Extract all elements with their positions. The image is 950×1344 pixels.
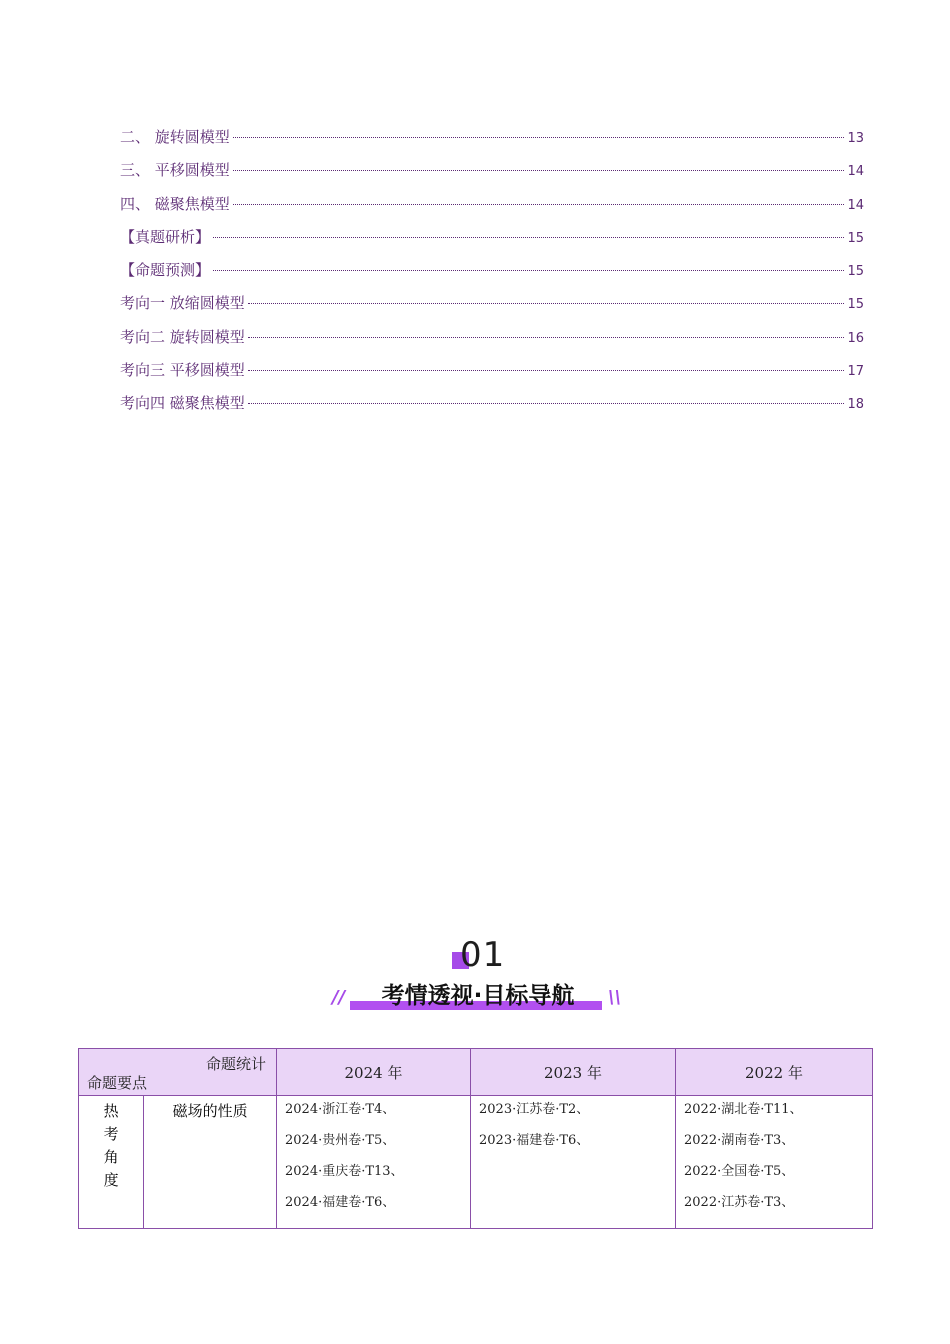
toc-leader-dots — [233, 137, 845, 138]
toc-entry[interactable] — [120, 359, 864, 392]
exam-ref: 2024·福建卷·T6、 — [285, 1195, 396, 1210]
toc-label: 【真题研析】 — [120, 227, 211, 246]
year-header: 2023 年 — [471, 1049, 676, 1096]
toc-leader-dots — [233, 170, 845, 171]
toc-leader-dots — [248, 403, 845, 404]
year-header: 2024 年 — [277, 1049, 471, 1096]
toc-page-number: 17 — [847, 364, 864, 380]
exam-ref: 2022·湖北卷·T11、 — [684, 1102, 803, 1117]
toc-page-number: 18 — [847, 397, 864, 413]
exam-ref: 2024·贵州卷·T5、 — [285, 1133, 396, 1148]
toc-entry[interactable] — [120, 292, 864, 325]
exam-ref: 2022·湖南卷·T3、 — [684, 1133, 795, 1148]
topic-cell: 磁场的性质 — [144, 1096, 277, 1229]
toc-label: 二、 旋转圆模型 — [120, 128, 230, 146]
double-slash-right-icon: \\ — [608, 987, 622, 1008]
toc-entry[interactable] — [120, 326, 864, 359]
toc-page-number: 16 — [847, 330, 864, 346]
refs-2024-cell — [277, 1096, 471, 1229]
toc-entry[interactable] — [120, 226, 864, 259]
toc-page-number: 15 — [847, 297, 864, 313]
toc-page-number: 15 — [847, 230, 864, 246]
exam-statistics-table — [78, 1048, 873, 1229]
year-header: 2022 年 — [676, 1049, 873, 1096]
corner-bottom-label: 命题要点 — [87, 1074, 148, 1092]
exam-ref: 2023·福建卷·T6、 — [479, 1133, 590, 1148]
toc-label: 考向一 放缩圆模型 — [120, 294, 245, 313]
toc-entry[interactable] — [120, 193, 864, 226]
table-of-contents — [120, 126, 864, 426]
toc-leader-dots — [248, 337, 845, 338]
toc-label: 考向二 旋转圆模型 — [120, 327, 245, 346]
refs-2023-cell — [471, 1096, 676, 1229]
exam-ref: 2024·浙江卷·T4、 — [285, 1102, 396, 1117]
toc-leader-dots — [213, 237, 844, 238]
toc-page-number: 14 — [847, 164, 864, 180]
toc-entry[interactable] — [120, 126, 864, 159]
toc-leader-dots — [248, 303, 845, 304]
table-corner-header — [79, 1049, 277, 1096]
toc-label: 考向四 磁聚焦模型 — [120, 394, 245, 413]
exam-ref: 2024·重庆卷·T13、 — [285, 1164, 404, 1179]
category-char: 考 — [103, 1125, 119, 1143]
exam-ref: 2022·全国卷·T5、 — [684, 1164, 795, 1179]
category-char: 热 — [103, 1102, 119, 1120]
toc-leader-dots — [213, 270, 844, 271]
category-cell — [79, 1096, 144, 1229]
toc-page-number: 14 — [847, 197, 864, 213]
toc-label: 【命题预测】 — [120, 261, 211, 280]
table-row — [79, 1096, 873, 1229]
toc-label: 考向三 平移圆模型 — [120, 361, 245, 380]
toc-entry[interactable] — [120, 259, 864, 292]
category-char: 角 — [103, 1148, 119, 1166]
toc-leader-dots — [233, 204, 845, 205]
toc-label: 四、 磁聚焦模型 — [120, 194, 230, 213]
double-slash-left-icon: // — [332, 987, 346, 1008]
exam-ref: 2023·江苏卷·T2、 — [479, 1102, 590, 1117]
section-banner — [330, 935, 620, 1015]
refs-2022-cell — [676, 1096, 873, 1229]
toc-entry[interactable] — [120, 392, 864, 425]
table-header-row — [79, 1049, 873, 1096]
toc-leader-dots — [248, 370, 845, 371]
toc-page-number: 15 — [847, 264, 864, 280]
section-title: 考情透视·目标导航 — [381, 983, 575, 1009]
category-char: 度 — [103, 1171, 119, 1189]
section-number: 01 — [460, 935, 506, 975]
corner-top-label: 命题统计 — [205, 1055, 266, 1073]
toc-entry[interactable] — [120, 159, 864, 192]
exam-ref: 2022·江苏卷·T3、 — [684, 1195, 795, 1210]
toc-label: 三、 平移圆模型 — [120, 161, 230, 180]
toc-page-number: 13 — [847, 131, 864, 146]
